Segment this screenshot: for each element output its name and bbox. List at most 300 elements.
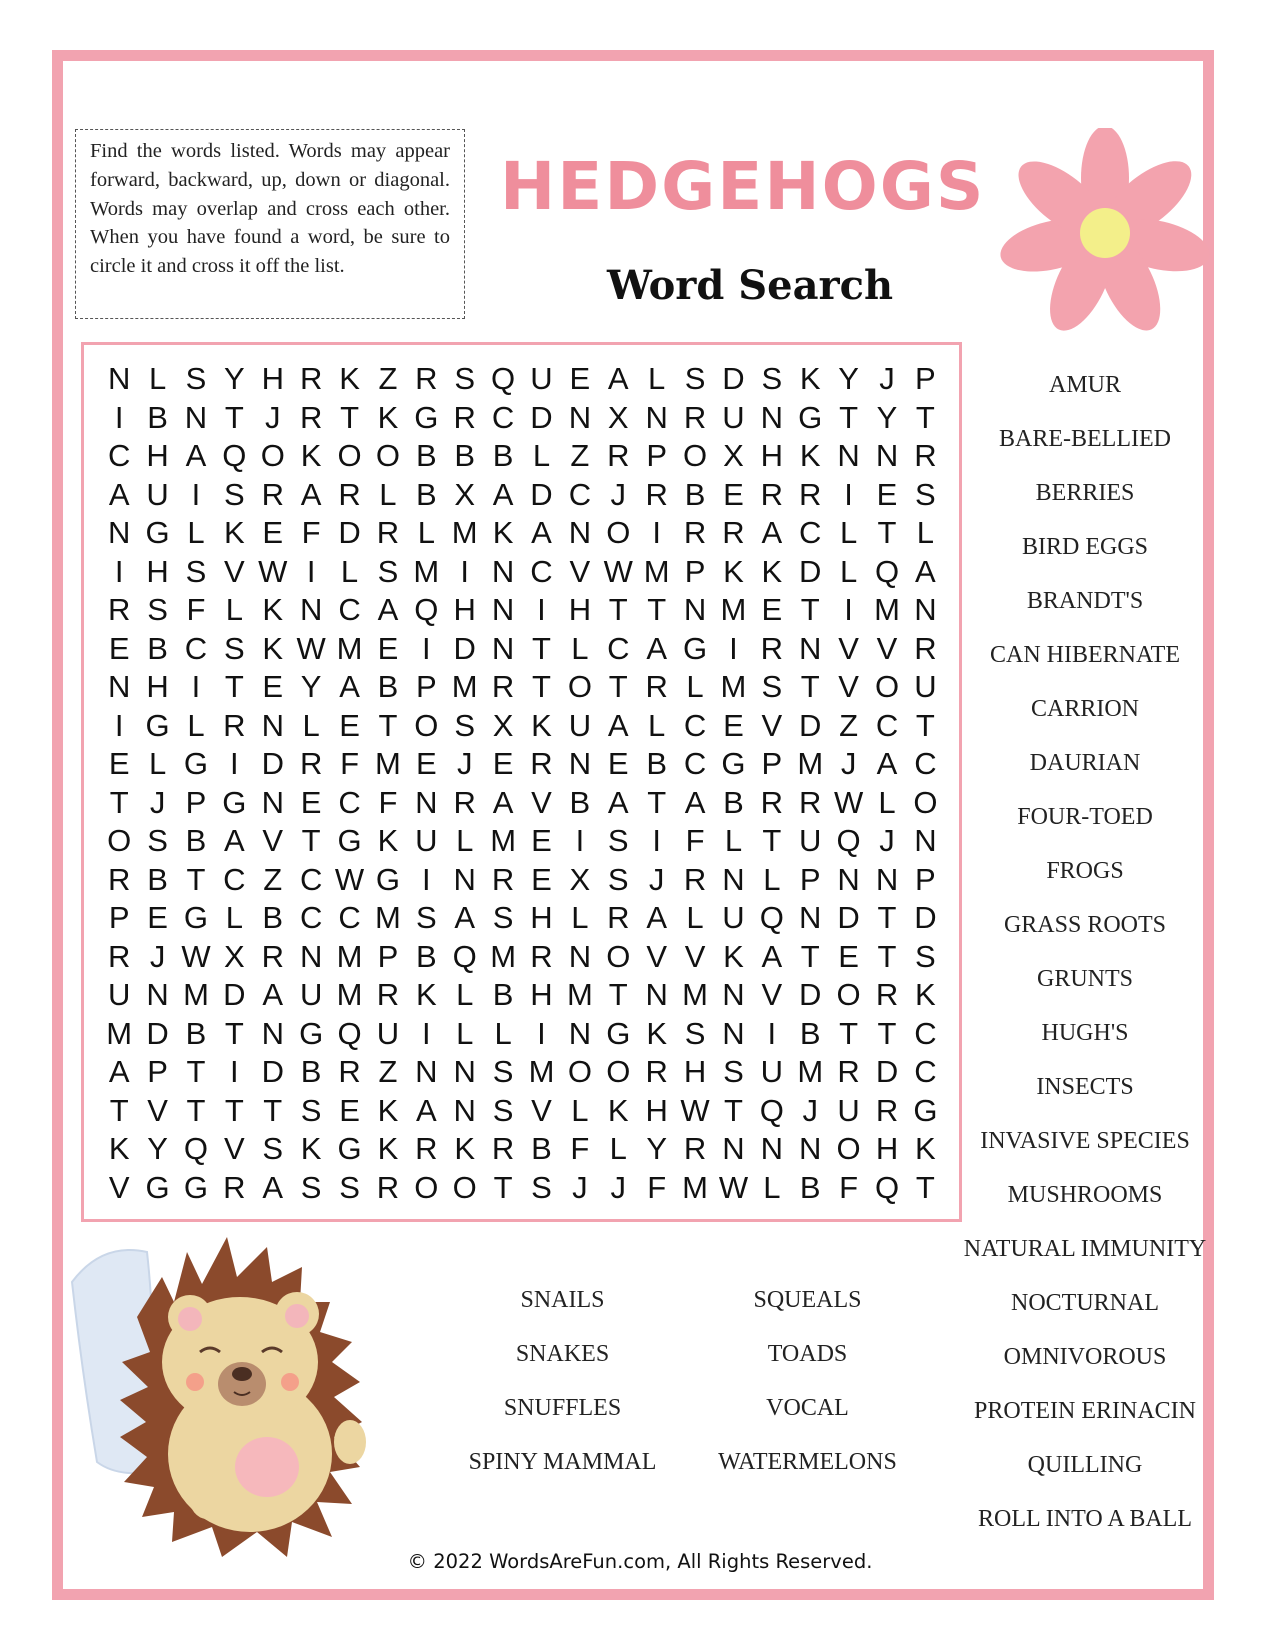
grid-letter[interactable]: R	[338, 476, 361, 512]
grid-letter[interactable]: V	[262, 823, 284, 858]
grid-letter[interactable]: K	[300, 438, 322, 473]
grid-letter[interactable]: E	[108, 746, 130, 781]
grid-letter[interactable]: B	[454, 438, 476, 473]
grid-letter[interactable]: N	[799, 630, 822, 666]
grid-letter[interactable]: O	[913, 784, 938, 820]
grid-letter[interactable]: L	[532, 438, 551, 473]
grid-letter[interactable]: E	[838, 938, 859, 974]
grid-letter[interactable]: T	[186, 1054, 206, 1089]
grid-letter[interactable]: L	[456, 977, 474, 1012]
grid-letter[interactable]: K	[646, 1015, 667, 1051]
grid-letter[interactable]: T	[532, 669, 551, 704]
grid-letter[interactable]: T	[762, 823, 782, 858]
grid-letter[interactable]: M	[490, 823, 517, 858]
grid-letter[interactable]: D	[799, 553, 822, 589]
grid-letter[interactable]: D	[530, 399, 553, 435]
grid-letter[interactable]: N	[568, 938, 592, 974]
grid-letter[interactable]: D	[799, 707, 822, 743]
grid-letter[interactable]: L	[686, 900, 704, 935]
grid-letter[interactable]: M	[451, 669, 478, 704]
grid-letter[interactable]: H	[261, 361, 284, 396]
grid-letter[interactable]: L	[225, 900, 243, 935]
grid-letter[interactable]: H	[453, 592, 476, 627]
grid-letter[interactable]: A	[224, 823, 245, 858]
grid-letter[interactable]: E	[531, 823, 552, 858]
grid-letter[interactable]: R	[760, 630, 784, 666]
grid-letter[interactable]: R	[299, 361, 323, 396]
grid-letter[interactable]: R	[453, 399, 476, 435]
grid-letter[interactable]: H	[530, 900, 553, 935]
grid-letter[interactable]: E	[723, 476, 744, 512]
grid-letter[interactable]: H	[146, 553, 169, 589]
grid-letter[interactable]: H	[568, 592, 592, 627]
grid-letter[interactable]: G	[414, 399, 439, 435]
grid-letter[interactable]: R	[683, 515, 707, 550]
grid-letter[interactable]: O	[414, 707, 439, 743]
grid-letter[interactable]: J	[149, 784, 166, 820]
grid-letter[interactable]: T	[723, 1092, 743, 1128]
grid-letter[interactable]: I	[537, 1015, 546, 1051]
grid-letter[interactable]: S	[684, 361, 706, 396]
grid-letter[interactable]: U	[376, 1015, 400, 1051]
grid-letter[interactable]: P	[185, 784, 207, 820]
grid-letter[interactable]: V	[531, 784, 552, 820]
grid-letter[interactable]: N	[299, 592, 323, 627]
grid-letter[interactable]: J	[648, 861, 665, 897]
grid-letter[interactable]: R	[683, 399, 707, 435]
grid-letter[interactable]: L	[417, 515, 435, 550]
grid-letter[interactable]: O	[414, 1169, 439, 1205]
grid-letter[interactable]: T	[915, 1169, 935, 1205]
grid-letter[interactable]: K	[415, 977, 437, 1012]
grid-letter[interactable]: N	[415, 784, 438, 820]
grid-letter[interactable]: A	[531, 515, 552, 550]
grid-letter[interactable]: L	[839, 515, 858, 550]
grid-letter[interactable]: B	[147, 861, 168, 897]
grid-letter[interactable]: R	[683, 861, 707, 897]
grid-letter[interactable]: F	[570, 1131, 590, 1166]
grid-letter[interactable]: C	[914, 1015, 937, 1051]
grid-letter[interactable]: P	[147, 1054, 168, 1089]
grid-letter[interactable]: V	[838, 669, 859, 704]
grid-letter[interactable]: I	[422, 630, 431, 666]
grid-letter[interactable]: M	[720, 592, 747, 627]
grid-letter[interactable]: S	[415, 900, 437, 935]
grid-letter[interactable]: M	[720, 669, 747, 704]
grid-letter[interactable]: S	[300, 1092, 322, 1128]
grid-letter[interactable]: Y	[646, 1131, 667, 1166]
grid-letter[interactable]: G	[337, 1131, 362, 1166]
grid-letter[interactable]: E	[761, 592, 783, 627]
grid-letter[interactable]: A	[185, 438, 207, 473]
grid-letter[interactable]: E	[569, 361, 591, 396]
grid-letter[interactable]: C	[223, 861, 246, 897]
grid-letter[interactable]: T	[877, 938, 897, 974]
grid-letter[interactable]: I	[114, 707, 124, 743]
grid-letter[interactable]: G	[145, 515, 170, 550]
grid-letter[interactable]: S	[607, 823, 629, 858]
grid-letter[interactable]: F	[647, 1169, 667, 1205]
grid-letter[interactable]: D	[722, 361, 745, 396]
grid-letter[interactable]: P	[646, 438, 667, 473]
grid-letter[interactable]: B	[377, 669, 399, 704]
grid-letter[interactable]: S	[684, 1015, 706, 1051]
grid-letter[interactable]: E	[723, 707, 744, 743]
grid-letter[interactable]: A	[492, 476, 514, 512]
grid-letter[interactable]: G	[183, 1169, 209, 1205]
grid-letter[interactable]: S	[607, 861, 629, 897]
grid-letter[interactable]: I	[422, 1015, 431, 1051]
grid-letter[interactable]: R	[530, 746, 553, 781]
grid-letter[interactable]: W	[296, 630, 326, 666]
grid-letter[interactable]: I	[844, 476, 853, 512]
grid-letter[interactable]: K	[723, 553, 744, 589]
grid-letter[interactable]: D	[837, 900, 860, 935]
grid-letter[interactable]: L	[839, 553, 858, 589]
grid-letter[interactable]: D	[261, 746, 284, 781]
grid-letter[interactable]: S	[915, 938, 936, 974]
grid-letter[interactable]: D	[799, 977, 822, 1012]
grid-letter[interactable]: E	[147, 900, 168, 935]
grid-letter[interactable]: C	[683, 707, 707, 743]
grid-letter[interactable]: Q	[874, 553, 900, 589]
grid-letter[interactable]: R	[108, 592, 131, 627]
grid-letter[interactable]: A	[262, 977, 284, 1012]
grid-letter[interactable]: T	[532, 630, 551, 666]
grid-letter[interactable]: R	[491, 861, 515, 897]
grid-letter[interactable]: V	[684, 938, 706, 974]
grid-letter[interactable]: O	[836, 977, 861, 1012]
grid-letter[interactable]: M	[682, 977, 708, 1012]
grid-letter[interactable]: I	[191, 476, 201, 512]
grid-letter[interactable]: U	[299, 977, 323, 1012]
grid-letter[interactable]: B	[262, 900, 284, 935]
grid-letter[interactable]: C	[338, 592, 361, 627]
grid-letter[interactable]: B	[799, 1169, 821, 1205]
grid-letter[interactable]: Q	[759, 900, 784, 935]
grid-letter[interactable]: O	[107, 823, 132, 858]
grid-letter[interactable]: M	[375, 746, 401, 781]
grid-letter[interactable]: R	[299, 399, 323, 435]
grid-letter[interactable]: A	[607, 361, 629, 396]
grid-letter[interactable]: W	[680, 1092, 710, 1128]
grid-letter[interactable]: M	[413, 553, 440, 589]
grid-letter[interactable]: C	[530, 553, 553, 589]
grid-letter[interactable]: V	[761, 977, 783, 1012]
grid-letter[interactable]: N	[799, 900, 822, 935]
grid-letter[interactable]: I	[306, 553, 316, 589]
grid-letter[interactable]: N	[837, 438, 860, 473]
grid-letter[interactable]: X	[723, 438, 744, 473]
grid-letter[interactable]: T	[109, 1092, 129, 1128]
grid-letter[interactable]: F	[685, 823, 705, 858]
grid-letter[interactable]: S	[377, 553, 399, 589]
grid-letter[interactable]: J	[149, 938, 166, 974]
grid-letter[interactable]: M	[106, 1015, 133, 1051]
grid-letter[interactable]: A	[339, 669, 360, 704]
grid-letter[interactable]: L	[916, 515, 935, 550]
grid-letter[interactable]: G	[222, 784, 247, 820]
grid-letter[interactable]: R	[760, 784, 784, 820]
grid-letter[interactable]: X	[224, 938, 245, 974]
grid-letter[interactable]: L	[225, 592, 243, 627]
grid-letter[interactable]: U	[837, 1092, 860, 1128]
grid-letter[interactable]: T	[800, 592, 820, 627]
grid-letter[interactable]: S	[147, 592, 168, 627]
grid-letter[interactable]: J	[840, 746, 857, 781]
grid-letter[interactable]: D	[338, 515, 361, 550]
grid-letter[interactable]: M	[797, 1054, 824, 1089]
grid-letter[interactable]: R	[607, 438, 630, 473]
grid-letter[interactable]: A	[607, 707, 629, 743]
grid-letter[interactable]: S	[339, 1169, 360, 1205]
grid-letter[interactable]: N	[645, 977, 668, 1012]
grid-letter[interactable]: C	[799, 515, 822, 550]
grid-letter[interactable]: F	[839, 1169, 859, 1205]
grid-letter[interactable]: N	[568, 746, 592, 781]
grid-letter[interactable]: A	[415, 1092, 437, 1128]
grid-letter[interactable]: I	[114, 399, 124, 435]
grid-letter[interactable]: B	[415, 438, 437, 473]
grid-letter[interactable]: Z	[263, 861, 283, 897]
grid-letter[interactable]: U	[760, 1054, 784, 1089]
grid-letter[interactable]: K	[377, 1092, 399, 1128]
grid-letter[interactable]: G	[299, 1015, 324, 1051]
grid-letter[interactable]: R	[376, 977, 400, 1012]
grid-letter[interactable]: L	[878, 784, 896, 820]
grid-letter[interactable]: V	[761, 707, 783, 743]
grid-letter[interactable]: N	[415, 1054, 438, 1089]
grid-letter[interactable]: I	[114, 553, 124, 589]
grid-letter[interactable]: K	[377, 1131, 399, 1166]
grid-letter[interactable]: N	[645, 399, 668, 435]
grid-letter[interactable]: S	[761, 361, 783, 396]
grid-letter[interactable]: K	[339, 361, 360, 396]
grid-letter[interactable]: E	[339, 707, 360, 743]
grid-letter[interactable]: U	[146, 476, 169, 512]
grid-letter[interactable]: V	[569, 553, 591, 589]
grid-letter[interactable]: D	[146, 1015, 169, 1051]
grid-letter[interactable]: E	[876, 476, 898, 512]
grid-letter[interactable]: Q	[183, 1131, 209, 1166]
grid-letter[interactable]: U	[914, 669, 937, 704]
grid-letter[interactable]: N	[299, 938, 323, 974]
grid-letter[interactable]: H	[760, 438, 784, 473]
grid-letter[interactable]: B	[684, 476, 706, 512]
grid-letter[interactable]: T	[800, 938, 820, 974]
grid-letter[interactable]: R	[645, 476, 668, 512]
grid-letter[interactable]: T	[839, 1015, 859, 1051]
grid-letter[interactable]: I	[230, 746, 239, 781]
grid-letter[interactable]: D	[875, 1054, 899, 1089]
grid-letter[interactable]: B	[723, 784, 744, 820]
grid-letter[interactable]: R	[376, 1169, 400, 1205]
grid-letter[interactable]: R	[338, 1054, 361, 1089]
grid-letter[interactable]: I	[422, 861, 431, 897]
grid-letter[interactable]: S	[723, 1054, 744, 1089]
grid-letter[interactable]: S	[224, 630, 245, 666]
grid-letter[interactable]: A	[876, 746, 898, 781]
grid-letter[interactable]: N	[184, 399, 208, 435]
grid-letter[interactable]: V	[876, 630, 898, 666]
grid-letter[interactable]: P	[377, 938, 399, 974]
grid-letter[interactable]: R	[376, 515, 400, 550]
grid-letter[interactable]: U	[415, 823, 438, 858]
grid-letter[interactable]: A	[377, 592, 399, 627]
grid-letter[interactable]: V	[531, 1092, 552, 1128]
grid-letter[interactable]: S	[185, 553, 207, 589]
grid-letter[interactable]: W	[258, 553, 288, 589]
grid-letter[interactable]: A	[492, 784, 514, 820]
grid-letter[interactable]: U	[530, 361, 553, 396]
grid-letter[interactable]: B	[646, 746, 667, 781]
grid-letter[interactable]: V	[838, 630, 859, 666]
grid-letter[interactable]: A	[108, 476, 130, 512]
grid-letter[interactable]: G	[913, 1092, 938, 1128]
grid-letter[interactable]: J	[802, 1092, 818, 1128]
grid-letter[interactable]: B	[147, 630, 168, 666]
grid-letter[interactable]: Y	[876, 399, 898, 435]
grid-letter[interactable]: N	[837, 861, 860, 897]
grid-letter[interactable]: M	[566, 977, 593, 1012]
grid-letter[interactable]: U	[568, 707, 592, 743]
grid-letter[interactable]: S	[761, 669, 783, 704]
grid-letter[interactable]: Q	[222, 438, 247, 473]
grid-letter[interactable]: N	[453, 1092, 476, 1128]
grid-letter[interactable]: N	[683, 592, 707, 627]
grid-letter[interactable]: A	[262, 1169, 284, 1205]
grid-letter[interactable]: R	[299, 746, 323, 781]
grid-letter[interactable]: C	[607, 630, 630, 666]
grid-letter[interactable]: R	[491, 669, 515, 704]
grid-letter[interactable]: G	[183, 900, 209, 935]
grid-letter[interactable]: E	[262, 515, 284, 550]
grid-letter[interactable]: T	[340, 399, 359, 435]
grid-letter[interactable]: O	[260, 438, 285, 473]
grid-letter[interactable]: W	[833, 784, 864, 820]
grid-letter[interactable]: K	[262, 630, 284, 666]
grid-letter[interactable]: T	[608, 669, 628, 704]
grid-letter[interactable]: F	[301, 515, 321, 550]
grid-letter[interactable]: P	[761, 746, 783, 781]
grid-letter[interactable]: S	[531, 1169, 552, 1205]
grid-letter[interactable]: P	[108, 900, 130, 935]
grid-letter[interactable]: R	[645, 669, 668, 704]
grid-letter[interactable]: D	[453, 630, 476, 666]
grid-letter[interactable]: M	[797, 746, 824, 781]
grid-letter[interactable]: A	[684, 784, 706, 820]
grid-letter[interactable]: N	[453, 1054, 476, 1089]
grid-letter[interactable]: S	[454, 707, 476, 743]
grid-letter[interactable]: M	[643, 553, 670, 589]
grid-letter[interactable]: N	[722, 1131, 745, 1166]
grid-letter[interactable]: C	[184, 630, 208, 666]
grid-letter[interactable]: I	[652, 515, 661, 550]
grid-letter[interactable]: T	[647, 784, 667, 820]
grid-letter[interactable]: J	[572, 1169, 588, 1205]
grid-letter[interactable]: R	[914, 438, 937, 473]
grid-letter[interactable]: E	[377, 630, 399, 666]
grid-letter[interactable]: R	[108, 861, 131, 897]
grid-letter[interactable]: L	[571, 630, 589, 666]
grid-letter[interactable]: I	[844, 592, 853, 627]
grid-letter[interactable]: N	[760, 1131, 784, 1166]
grid-letter[interactable]: F	[340, 746, 359, 781]
grid-letter[interactable]: Z	[378, 361, 398, 396]
grid-letter[interactable]: E	[607, 746, 629, 781]
grid-letter[interactable]: N	[568, 515, 592, 550]
grid-letter[interactable]: D	[530, 476, 553, 512]
grid-letter[interactable]: S	[224, 476, 245, 512]
grid-letter[interactable]: N	[108, 361, 131, 396]
grid-letter[interactable]: R	[837, 1054, 860, 1089]
grid-letter[interactable]: R	[261, 476, 284, 512]
grid-letter[interactable]: L	[571, 900, 589, 935]
grid-letter[interactable]: A	[108, 1054, 130, 1089]
grid-letter[interactable]: R	[799, 476, 822, 512]
grid-letter[interactable]: R	[914, 630, 937, 666]
grid-letter[interactable]: S	[492, 900, 514, 935]
grid-letter[interactable]: N	[914, 592, 937, 627]
grid-letter[interactable]: B	[185, 1015, 207, 1051]
grid-letter[interactable]: H	[875, 1131, 899, 1166]
grid-letter[interactable]: K	[454, 1131, 476, 1166]
grid-letter[interactable]: G	[721, 746, 746, 781]
grid-letter[interactable]: I	[652, 823, 661, 858]
grid-letter[interactable]: G	[606, 1015, 631, 1051]
grid-letter[interactable]: N	[799, 1131, 822, 1166]
grid-letter[interactable]: B	[799, 1015, 821, 1051]
grid-letter[interactable]: T	[915, 707, 935, 743]
grid-letter[interactable]: S	[492, 1054, 514, 1089]
grid-letter[interactable]: K	[492, 515, 514, 550]
grid-letter[interactable]: D	[261, 1054, 284, 1089]
grid-letter[interactable]: A	[761, 515, 783, 550]
grid-letter[interactable]: B	[569, 784, 591, 820]
grid-letter[interactable]: L	[609, 1131, 627, 1166]
grid-letter[interactable]: R	[607, 900, 630, 935]
grid-letter[interactable]: S	[147, 823, 168, 858]
grid-letter[interactable]: M	[874, 592, 900, 627]
grid-letter[interactable]: A	[300, 476, 322, 512]
grid-letter[interactable]: O	[606, 1054, 631, 1089]
grid-letter[interactable]: N	[875, 438, 899, 473]
grid-letter[interactable]: O	[375, 438, 400, 473]
grid-letter[interactable]: I	[729, 630, 738, 666]
grid-letter[interactable]: Z	[570, 438, 590, 473]
grid-letter[interactable]: T	[608, 977, 628, 1012]
grid-letter[interactable]: N	[261, 707, 284, 743]
grid-letter[interactable]: S	[185, 361, 207, 396]
grid-letter[interactable]: B	[415, 938, 437, 974]
grid-letter[interactable]: O	[606, 938, 631, 974]
grid-letter[interactable]: O	[452, 1169, 477, 1205]
grid-letter[interactable]: W	[718, 1169, 749, 1205]
grid-letter[interactable]: S	[915, 476, 936, 512]
grid-letter[interactable]: E	[300, 784, 322, 820]
grid-letter[interactable]: X	[607, 399, 629, 435]
grid-letter[interactable]: C	[338, 900, 361, 935]
grid-letter[interactable]: Q	[414, 592, 439, 627]
grid-letter[interactable]: H	[146, 669, 169, 704]
grid-letter[interactable]: T	[301, 823, 321, 858]
grid-letter[interactable]: H	[530, 977, 553, 1012]
grid-letter[interactable]: T	[877, 1015, 897, 1051]
grid-letter[interactable]: P	[684, 553, 706, 589]
grid-letter[interactable]: E	[108, 630, 130, 666]
grid-letter[interactable]: N	[875, 861, 899, 897]
grid-letter[interactable]: B	[492, 977, 514, 1012]
